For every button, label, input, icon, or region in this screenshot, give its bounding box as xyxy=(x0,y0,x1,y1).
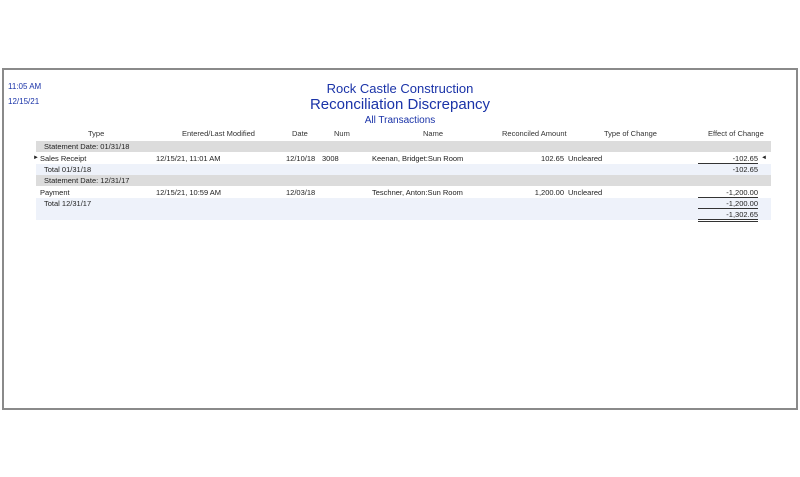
column-header-row xyxy=(36,128,771,140)
group-header xyxy=(36,175,771,186)
cell-entered[interactable]: 12/15/21, 10:59 AM xyxy=(156,188,222,197)
cell-reconciled-amount[interactable]: 1,200.00 xyxy=(534,188,564,197)
cell-type-of-change[interactable]: Uncleared xyxy=(568,188,603,197)
report-date: 12/15/21 xyxy=(8,97,40,106)
col-name[interactable]: Name xyxy=(423,129,444,138)
group-total-row xyxy=(36,164,771,175)
cell-entered[interactable]: 12/15/21, 11:01 AM xyxy=(156,154,221,163)
cell-name[interactable]: Teschner, Anton:Sun Room xyxy=(372,188,463,197)
table-row[interactable] xyxy=(33,153,771,164)
group-header xyxy=(36,141,771,152)
group-total-value: -1,200.00 xyxy=(698,199,758,209)
col-reconciled-amount[interactable]: Reconciled Amount xyxy=(502,129,567,138)
cell-name[interactable]: Keenan, Bridget:Sun Room xyxy=(372,154,464,163)
cell-effect-of-change[interactable]: -1,200.00 xyxy=(698,188,758,198)
cell-effect-of-change[interactable]: -102.65 xyxy=(698,154,758,164)
cell-num[interactable]: 3008 xyxy=(322,154,339,163)
group-total-label: Total 12/31/17 xyxy=(44,199,92,208)
cell-date[interactable]: 12/10/18 xyxy=(286,154,316,163)
group-header-label: Statement Date: 01/31/18 xyxy=(44,142,130,151)
col-num[interactable]: Num xyxy=(334,129,350,138)
col-entered[interactable]: Entered/Last Modified xyxy=(182,129,255,138)
col-date[interactable]: Date xyxy=(292,129,308,138)
row-pointer-icon: ► xyxy=(33,155,39,161)
group-header-label: Statement Date: 12/31/17 xyxy=(44,176,130,185)
cell-type[interactable]: Sales Receipt xyxy=(40,154,87,163)
report-time: 11:05 AM xyxy=(8,82,42,91)
report-title: Reconciliation Discrepancy xyxy=(309,96,491,113)
row-end-pointer-icon: ◄ xyxy=(761,155,767,161)
grand-total-value: -1,302.65 xyxy=(698,210,758,222)
col-type[interactable]: Type xyxy=(88,129,105,138)
cell-type-of-change[interactable]: Uncleared xyxy=(568,154,603,163)
grand-total-row xyxy=(36,209,771,220)
cell-reconciled-amount[interactable]: 102.65 xyxy=(541,154,564,163)
group-total-row xyxy=(36,198,771,209)
company-name: Rock Castle Construction xyxy=(326,81,474,96)
col-type-of-change[interactable]: Type of Change xyxy=(604,129,657,138)
col-effect-of-change[interactable]: Effect of Change xyxy=(708,129,764,138)
table-row[interactable] xyxy=(36,187,771,198)
report-subtitle: All Transactions xyxy=(364,115,436,126)
report-window xyxy=(2,68,798,410)
group-total-label: Total 01/31/18 xyxy=(44,165,92,174)
group-total-value: -102.65 xyxy=(732,165,758,174)
cell-type[interactable]: Payment xyxy=(40,188,70,197)
cell-date[interactable]: 12/03/18 xyxy=(286,188,316,197)
